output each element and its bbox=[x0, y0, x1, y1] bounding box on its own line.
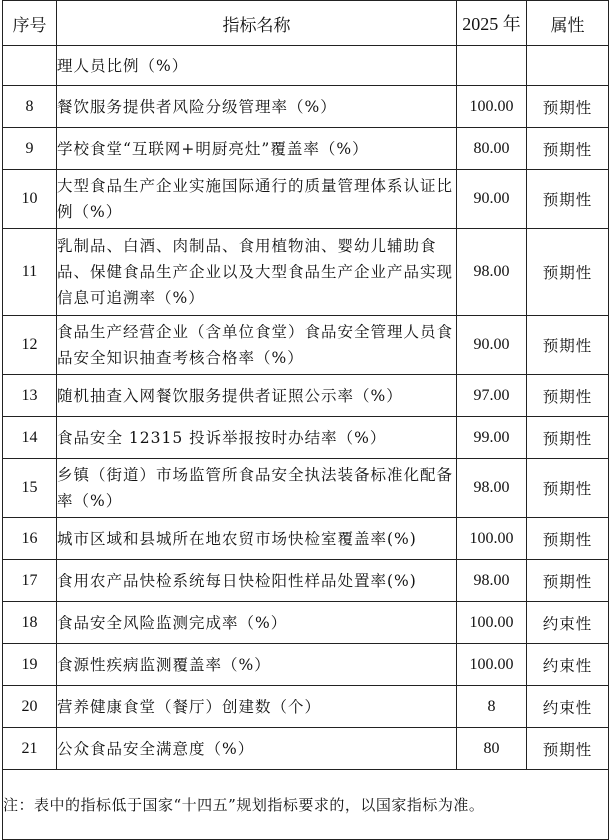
table-row bbox=[3, 417, 609, 459]
row-seq: 12 bbox=[3, 316, 57, 375]
row-seq: 16 bbox=[3, 518, 57, 560]
row-value: 98.00 bbox=[457, 459, 527, 518]
row-seq: 9 bbox=[3, 128, 57, 170]
row-attr: 约束性 bbox=[527, 644, 609, 686]
row-attr: 预期性 bbox=[527, 375, 609, 417]
row-seq: 17 bbox=[3, 560, 57, 602]
row-attr: 预期性 bbox=[527, 229, 609, 316]
row-value: 80 bbox=[457, 728, 527, 770]
row-name: 公众食品安全满意度（%） bbox=[57, 728, 457, 770]
row-name: 食源性疾病监测覆盖率（%） bbox=[57, 644, 457, 686]
header-seq: 序号 bbox=[3, 1, 57, 46]
document-page bbox=[2, 0, 608, 833]
row-name: 城市区域和县城所在地农贸市场快检室覆盖率(%) bbox=[57, 518, 457, 560]
row-value bbox=[457, 46, 527, 86]
row-value: 100.00 bbox=[457, 644, 527, 686]
row-name: 大型食品生产企业实施国际通行的质量管理体系认证比例（%） bbox=[57, 170, 457, 229]
row-name: 随机抽查入网餐饮服务提供者证照公示率（%） bbox=[57, 375, 457, 417]
table-row bbox=[3, 229, 609, 316]
row-name: 学校食堂“互联网+明厨亮灶”覆盖率（%） bbox=[57, 128, 457, 170]
row-seq: 18 bbox=[3, 602, 57, 644]
row-seq: 21 bbox=[3, 728, 57, 770]
row-value: 97.00 bbox=[457, 375, 527, 417]
row-value: 99.00 bbox=[457, 417, 527, 459]
row-attr: 预期性 bbox=[527, 518, 609, 560]
table-row bbox=[3, 170, 609, 229]
row-seq: 15 bbox=[3, 459, 57, 518]
row-value: 100.00 bbox=[457, 518, 527, 560]
row-attr: 预期性 bbox=[527, 128, 609, 170]
row-seq bbox=[3, 46, 57, 86]
table-row bbox=[3, 316, 609, 375]
row-attr: 预期性 bbox=[527, 459, 609, 518]
row-name: 食用农产品快检系统每日快检阳性样品处置率(%) bbox=[57, 560, 457, 602]
row-seq: 11 bbox=[3, 229, 57, 316]
row-value: 100.00 bbox=[457, 602, 527, 644]
indicator-table bbox=[2, 0, 609, 840]
table-row bbox=[3, 560, 609, 602]
table-note: 注：表中的指标低于国家“十四五”规划指标要求的，以国家指标为准。 bbox=[3, 770, 609, 840]
row-value: 100.00 bbox=[457, 86, 527, 128]
row-attr: 预期性 bbox=[527, 728, 609, 770]
header-attr: 属性 bbox=[527, 1, 609, 46]
row-attr: 预期性 bbox=[527, 316, 609, 375]
row-seq: 20 bbox=[3, 686, 57, 728]
row-attr: 约束性 bbox=[527, 602, 609, 644]
row-value: 80.00 bbox=[457, 128, 527, 170]
row-seq: 10 bbox=[3, 170, 57, 229]
row-attr: 预期性 bbox=[527, 170, 609, 229]
table-row bbox=[3, 128, 609, 170]
row-name: 餐饮服务提供者风险分级管理率（%） bbox=[57, 86, 457, 128]
header-year: 2025 年 bbox=[457, 1, 527, 46]
row-attr: 预期性 bbox=[527, 417, 609, 459]
row-name: 营养健康食堂（餐厅）创建数（个） bbox=[57, 686, 457, 728]
row-seq: 13 bbox=[3, 375, 57, 417]
row-seq: 8 bbox=[3, 86, 57, 128]
row-attr bbox=[527, 46, 609, 86]
row-name: 食品生产经营企业（含单位食堂）食品安全管理人员食品安全知识抽查考核合格率（%） bbox=[57, 316, 457, 375]
table-note-row bbox=[3, 770, 609, 840]
row-value: 8 bbox=[457, 686, 527, 728]
table-row bbox=[3, 518, 609, 560]
table-row bbox=[3, 86, 609, 128]
table-row bbox=[3, 686, 609, 728]
table-row bbox=[3, 375, 609, 417]
table-header-row bbox=[3, 1, 609, 46]
row-value: 90.00 bbox=[457, 316, 527, 375]
row-attr: 预期性 bbox=[527, 86, 609, 128]
row-name: 食品安全风险监测完成率（%） bbox=[57, 602, 457, 644]
row-name: 乡镇（街道）市场监管所食品安全执法装备标准化配备率（%） bbox=[57, 459, 457, 518]
row-name: 乳制品、白酒、肉制品、食用植物油、婴幼儿辅助食品、保健食品生产企业以及大型食品生产企业产品实现信息可追溯率（%） bbox=[57, 229, 457, 316]
row-value: 98.00 bbox=[457, 229, 527, 316]
table-row bbox=[3, 644, 609, 686]
row-attr: 预期性 bbox=[527, 560, 609, 602]
row-seq: 19 bbox=[3, 644, 57, 686]
table-row bbox=[3, 46, 609, 86]
table-row bbox=[3, 459, 609, 518]
row-seq: 14 bbox=[3, 417, 57, 459]
table-row bbox=[3, 728, 609, 770]
row-attr: 约束性 bbox=[527, 686, 609, 728]
row-value: 98.00 bbox=[457, 560, 527, 602]
row-name: 理人员比例（%） bbox=[57, 46, 457, 86]
header-name: 指标名称 bbox=[57, 1, 457, 46]
table-row bbox=[3, 602, 609, 644]
row-name: 食品安全 12315 投诉举报按时办结率（%） bbox=[57, 417, 457, 459]
row-value: 90.00 bbox=[457, 170, 527, 229]
